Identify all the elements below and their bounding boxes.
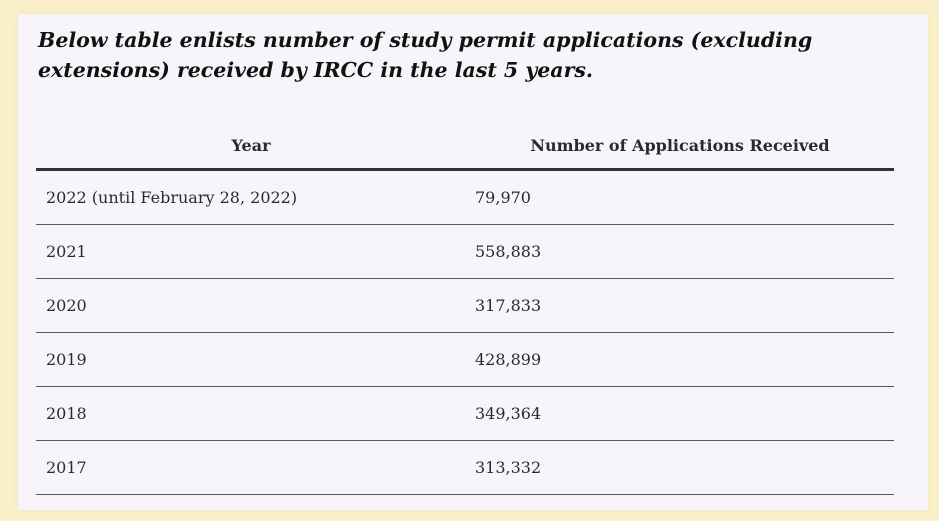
year-cell: 2019: [36, 333, 466, 387]
applications-cell: 349,364: [466, 387, 894, 441]
year-cell: 2020: [36, 279, 466, 333]
table-row: [36, 333, 894, 387]
table-header: [36, 122, 894, 170]
applications-table-container: [36, 122, 894, 495]
year-cell: 2021: [36, 225, 466, 279]
year-cell: 2022 (until February 28, 2022): [36, 170, 466, 225]
year-column-header: Year: [36, 122, 466, 170]
table-row: [36, 225, 894, 279]
header-row: [36, 122, 894, 170]
table-body: [36, 170, 894, 495]
table-row: [36, 387, 894, 441]
table-row: [36, 170, 894, 225]
applications-cell: 313,332: [466, 441, 894, 495]
table-row: [36, 441, 894, 495]
year-cell: 2018: [36, 387, 466, 441]
applications-cell: 79,970: [466, 170, 894, 225]
applications-cell: 317,833: [466, 279, 894, 333]
applications-table: [36, 122, 894, 495]
applications-cell: 558,883: [466, 225, 894, 279]
table-row: [36, 279, 894, 333]
year-cell: 2017: [36, 441, 466, 495]
applications-cell: 428,899: [466, 333, 894, 387]
content-card: [18, 14, 928, 510]
applications-column-header: Number of Applications Received: [466, 122, 894, 170]
table-caption: Below table enlists number of study permit applications (excluding extensions) received by IRCC in the last 5 years.: [38, 28, 813, 82]
